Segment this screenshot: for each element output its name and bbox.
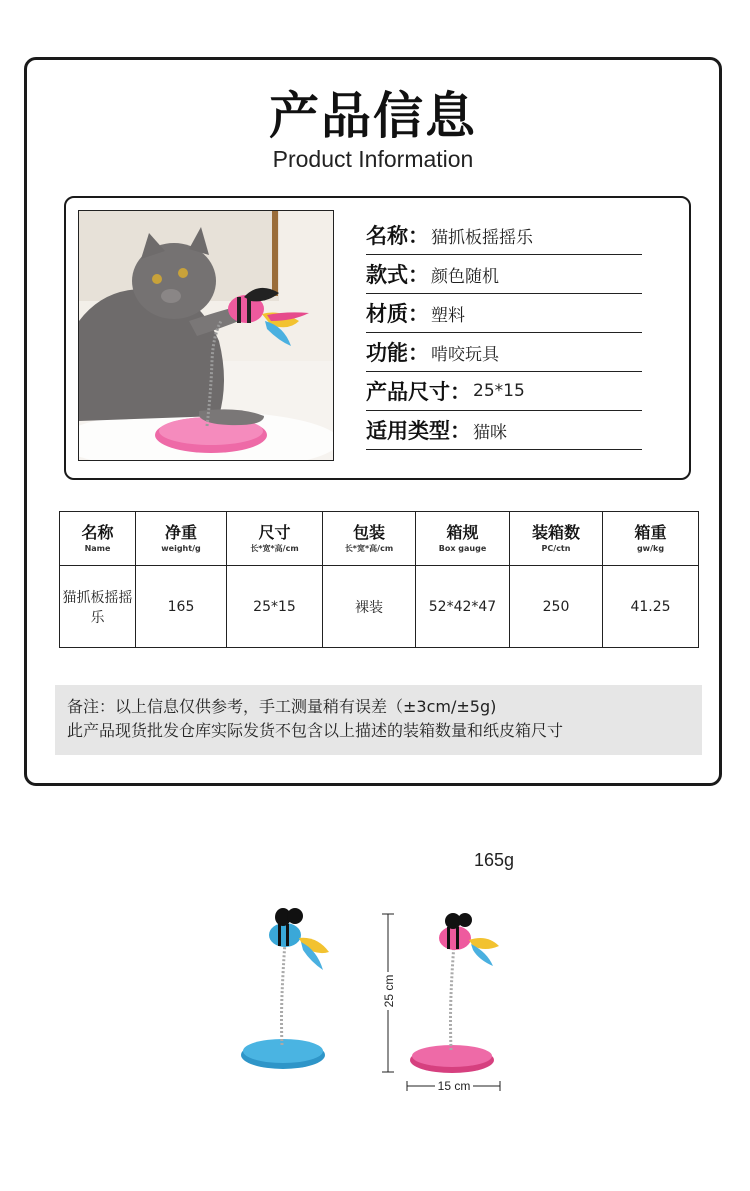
table-cell: 52*42*47 (416, 566, 510, 648)
table-cell: 猫抓板摇摇乐 (60, 566, 136, 648)
table-cell: 250 (510, 566, 603, 648)
spec-value: 塑料 (431, 305, 465, 326)
spec-row-type (366, 411, 642, 450)
height-label: 25 cm (382, 974, 396, 1008)
spec-row-material (366, 294, 642, 333)
table-cell: 165 (136, 566, 227, 648)
height-dimension (380, 914, 396, 1072)
spec-label: 产品尺寸： (366, 380, 471, 404)
spec-label: 功能： (366, 341, 429, 365)
product-dimension-illustration (225, 900, 525, 1100)
table-cell: 裸装 (323, 566, 416, 648)
spec-value: 啃咬玩具 (431, 344, 499, 365)
spec-label: 名称： (366, 224, 429, 248)
spec-row-size (366, 372, 642, 411)
table-header-cell: 箱重 gw/kg (603, 512, 699, 566)
remark-line-2: 此产品现货批发仓库实际发货不包含以上描述的装箱数量和纸皮箱尺寸 (67, 721, 564, 740)
table-header-cell: 尺寸 长*宽*高/cm (227, 512, 323, 566)
table-row (60, 566, 699, 648)
table-header-cell: 装箱数 PC/ctn (510, 512, 603, 566)
spec-list (366, 216, 642, 450)
table-header-cell: 净重 weight/g (136, 512, 227, 566)
table-cell: 41.25 (603, 566, 699, 648)
spec-row-name (366, 216, 642, 255)
spec-label: 适用类型： (366, 419, 471, 443)
spec-value: 猫咪 (473, 422, 507, 443)
spec-label: 款式： (366, 263, 429, 287)
packaging-table (59, 511, 699, 648)
spec-row-function (366, 333, 642, 372)
table-header-cell: 包装 长*宽*高/cm (323, 512, 416, 566)
page-title: 产品信息 (269, 87, 477, 145)
page-subtitle: Product Information (272, 146, 474, 172)
blue-toy-image (241, 908, 329, 1069)
product-photo (78, 210, 334, 461)
table-cell: 25*15 (227, 566, 323, 648)
remark-box (55, 685, 702, 755)
product-weight: 165g (474, 850, 515, 870)
spec-row-style (366, 255, 642, 294)
table-header-cell: 名称 Name (60, 512, 136, 566)
remark-line-1: 备注：以上信息仅供参考，手工测量稍有误差（±3cm/±5g) (67, 697, 497, 716)
spec-value: 猫抓板摇摇乐 (431, 227, 533, 248)
cat-with-toy-image (79, 211, 334, 461)
table-header-cell: 箱规 Box gauge (416, 512, 510, 566)
table-header-row (60, 512, 699, 566)
pink-toy-image (410, 913, 499, 1073)
product-info-box (64, 196, 691, 480)
spec-value: 颜色随机 (431, 266, 499, 287)
width-label: 15 cm (437, 1079, 471, 1093)
width-dimension (407, 1079, 500, 1093)
product-info-card (24, 57, 722, 786)
spec-value: 25*15 (473, 381, 525, 401)
spec-label: 材质： (366, 302, 429, 326)
